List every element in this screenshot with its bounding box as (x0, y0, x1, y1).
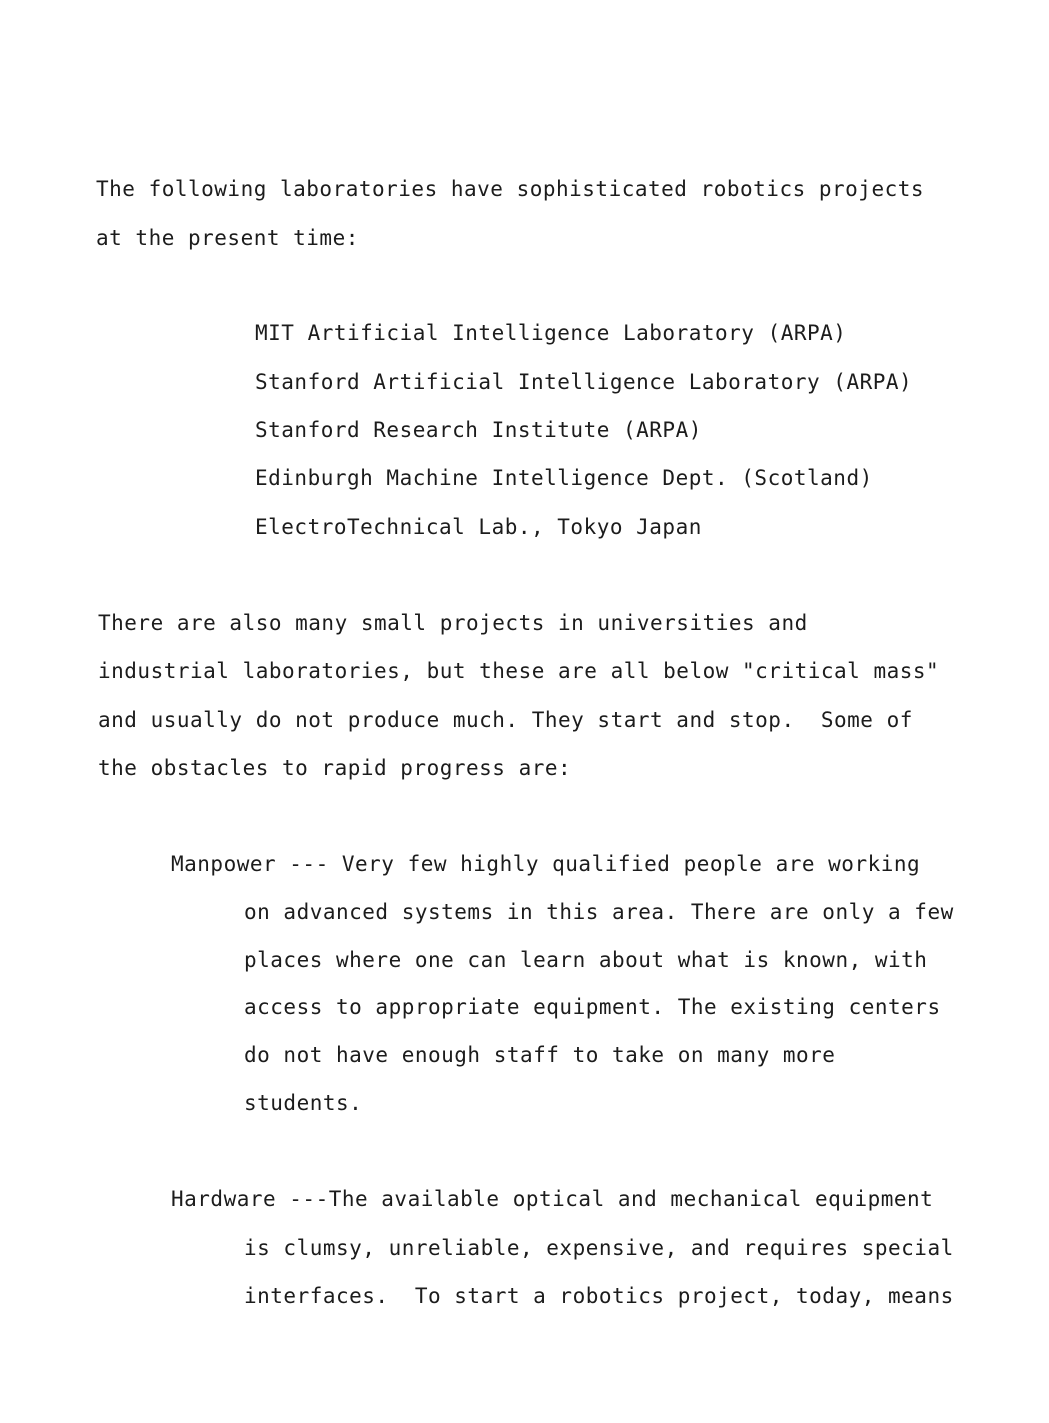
small-projects-line: There are also many small projects in universities and (98, 611, 808, 635)
obstacle-heading-line: Manpower --- Very few highly qualified people are working (171, 852, 921, 876)
small-projects-line: industrial laboratories, but these are all below "critical mass" (98, 659, 940, 683)
obstacle-line: on advanced systems in this area. There are only a few (244, 900, 954, 924)
obstacle-line: interfaces. To start a robotics project, today, means (244, 1284, 954, 1308)
obstacle-line: do not have enough staff to take on many more (244, 1043, 836, 1067)
intro-line: The following laboratories have sophisticated robotics projects (96, 177, 925, 201)
laboratory-item: Stanford Artificial Intelligence Laboratory (ARPA) (255, 370, 913, 394)
small-projects-line: and usually do not produce much. They start and stop. Some of (98, 708, 913, 732)
obstacle-line: students. (244, 1091, 363, 1115)
small-projects-line: the obstacles to rapid progress are: (98, 756, 572, 780)
obstacle-line: places where one can learn about what is known, with (244, 948, 928, 972)
obstacle-line: access to appropriate equipment. The existing centers (244, 995, 941, 1019)
intro-line: at the present time: (96, 226, 359, 250)
obstacle-line: is clumsy, unreliable, expensive, and requires special (244, 1236, 954, 1260)
laboratory-item: MIT Artificial Intelligence Laboratory (ARPA) (255, 321, 847, 345)
laboratory-item: Stanford Research Institute (ARPA) (255, 418, 702, 442)
laboratory-item: ElectroTechnical Lab., Tokyo Japan (255, 515, 702, 539)
obstacle-heading-line: Hardware ---The available optical and mechanical equipment (171, 1187, 934, 1211)
laboratory-item: Edinburgh Machine Intelligence Dept. (Scotland) (255, 466, 873, 490)
